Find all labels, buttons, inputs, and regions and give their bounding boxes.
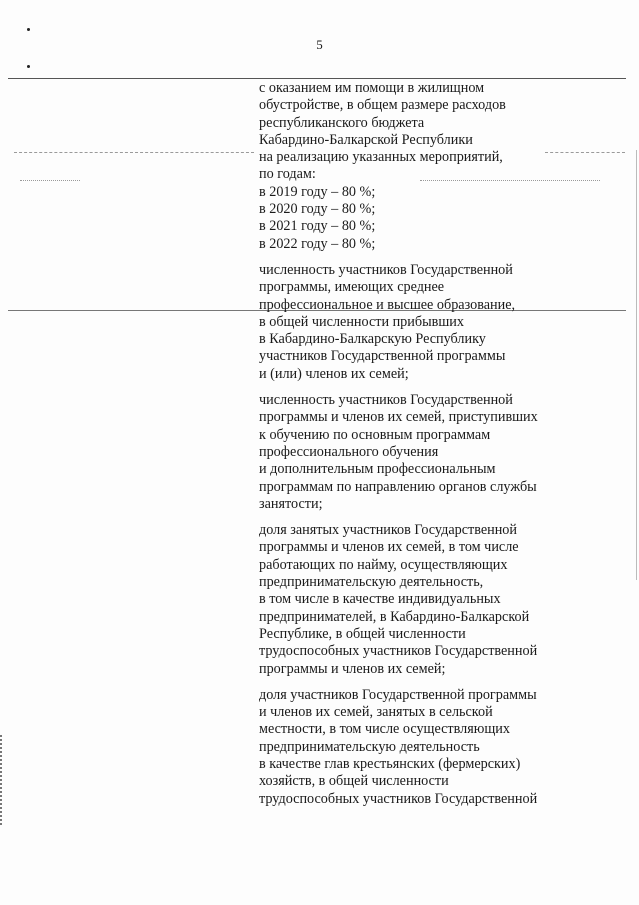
text-line: на реализацию указанных мероприятий,: [259, 149, 503, 166]
scan-artifact-line: [14, 152, 254, 153]
text-line: к обучению по основным программам: [259, 426, 491, 443]
text-line: профессионального обучения: [259, 443, 439, 460]
text-line: и членов их семей, занятых в сельской: [259, 704, 493, 721]
text-line: обустройстве, в общем размере расходов: [259, 97, 506, 114]
text-line: трудоспособных участников Государственной: [259, 643, 538, 660]
text-line: и дополнительным профессиональным: [259, 461, 496, 478]
text-line: численность участников Государственной: [259, 261, 513, 278]
text-line: программам по направлению органов службы: [259, 478, 537, 495]
table-top-border: [8, 78, 626, 79]
text-line: в общей численности прибывших: [259, 313, 464, 330]
text-block: [259, 522, 619, 678]
text-line: предпринимательскую деятельность,: [259, 574, 484, 591]
text-line: занятости;: [259, 495, 323, 512]
scan-edge-shadow: [636, 150, 637, 580]
text-line: местности, в том числе осуществляющих: [259, 721, 510, 738]
text-line: трудоспособных участников Государственной: [259, 790, 538, 807]
text-block: [259, 262, 619, 383]
text-line: в том числе в качестве индивидуальных: [259, 591, 501, 608]
text-line: программы и членов их семей, приступивших: [259, 409, 538, 426]
text-line: республиканского бюджета: [259, 114, 425, 131]
text-line: с оказанием им помощи в жилищном: [259, 80, 485, 96]
page-number: 5: [316, 37, 323, 52]
text-block: [259, 80, 619, 253]
text-line: и (или) членов их семей;: [259, 365, 409, 382]
text-line: Кабардино-Балкарской Республики: [259, 131, 473, 148]
text-line: профессиональное и высшее образование,: [259, 296, 516, 313]
text-line: хозяйств, в общей численности: [259, 773, 449, 790]
text-line: в 2021 году – 80 %;: [259, 218, 376, 235]
text-line: программы и членов их семей, в том числе: [259, 539, 519, 556]
scan-artifact-line: [20, 180, 80, 181]
text-line: в 2022 году – 80 %;: [259, 235, 376, 252]
text-line: программы, имеющих среднее: [259, 279, 445, 296]
text-block: [259, 687, 619, 808]
text-line: предпринимательскую деятельность: [259, 738, 480, 755]
text-line: в качестве глав крестьянских (фермерских): [259, 755, 521, 772]
text-line: в 2020 году – 80 %;: [259, 201, 376, 218]
text-line: численность участников Государственной: [259, 392, 513, 409]
text-line: доля участников Государственной программы: [259, 686, 537, 703]
text-line: предпринимателей, в Кабардино-Балкарской: [259, 608, 530, 625]
text-block: [259, 392, 619, 513]
scan-dot: [27, 28, 30, 31]
text-line: в Кабардино-Балкарскую Республику: [259, 331, 486, 348]
text-line: в 2019 году – 80 %;: [259, 183, 376, 200]
text-line: участников Государственной программы: [259, 348, 506, 365]
table-text-column: [259, 80, 619, 817]
text-line: Республике, в общей численности: [259, 625, 466, 642]
text-line: программы и членов их семей;: [259, 660, 446, 677]
scan-dot: [27, 65, 30, 68]
text-line: доля занятых участников Государственной: [259, 522, 517, 539]
scan-edge-mark: [0, 735, 5, 825]
text-line: по годам:: [259, 166, 316, 183]
text-line: работающих по найму, осуществляющих: [259, 556, 508, 573]
